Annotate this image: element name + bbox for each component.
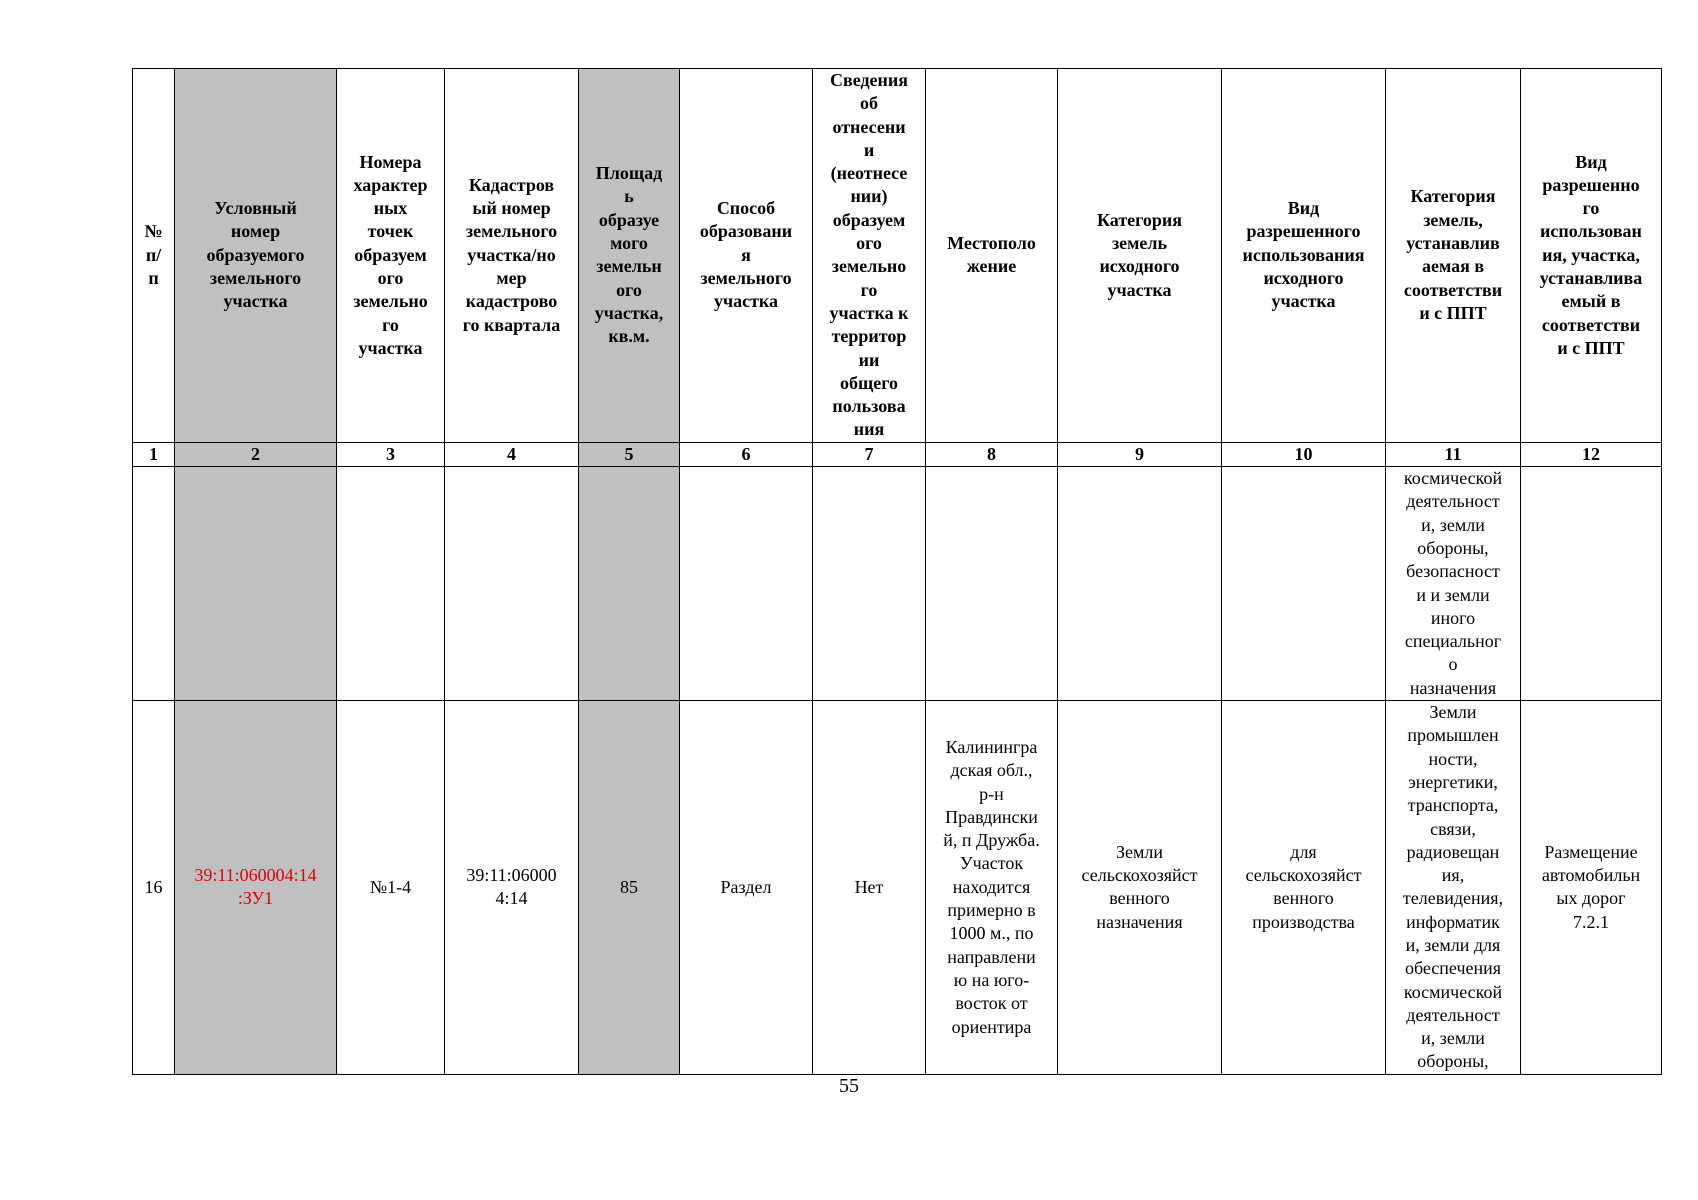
column-number: 8 — [926, 442, 1058, 466]
column-number: 12 — [1521, 442, 1662, 466]
table-cell — [1521, 467, 1662, 701]
header-row — [133, 69, 1662, 443]
ppt-use-cell: Размещение автомобильн ых дорог 7.2.1 — [1521, 701, 1662, 1075]
conditional-number-cell: 39:11:060004:14 :ЗУ1 — [175, 701, 337, 1075]
cadastral-cell: 39:11:06000 4:14 — [445, 701, 579, 1075]
column-number: 9 — [1058, 442, 1222, 466]
column-number: 1 — [133, 442, 175, 466]
header-cell-source-category: Категория земель исходного участка — [1058, 69, 1222, 443]
table-cell — [926, 467, 1058, 701]
header-cell-conditional-number: Условный номер образуемого земельного участка — [175, 69, 337, 443]
table-cell — [579, 467, 680, 701]
column-number: 10 — [1222, 442, 1386, 466]
column-number-row — [133, 442, 1662, 466]
header-cell-ppt-category: Категория земель, устанавлив аемая в соответстви и с ППТ — [1386, 69, 1521, 443]
header-cell-number: № п/ п — [133, 69, 175, 443]
header-cell-ppt-use: Вид разрешенно го использован ия, участка, устанавлива емый в соответстви и с ППТ — [1521, 69, 1662, 443]
public-use-cell: Нет — [813, 701, 926, 1075]
source-category-cell: Земли сельскохозяйст венного назначения — [1058, 701, 1222, 1075]
header-cell-public-use: Сведения об отнесени и (неотнесе нии) образуем ого земельно го участка к территор ии общего пользова ния — [813, 69, 926, 443]
table-cell — [1222, 467, 1386, 701]
table-cell — [813, 467, 926, 701]
table-cell — [445, 467, 579, 701]
table-cell — [175, 467, 337, 701]
table-cell — [680, 467, 813, 701]
area-cell: 85 — [579, 701, 680, 1075]
header-cell-location: Местополо жение — [926, 69, 1058, 443]
row-number: 16 — [133, 701, 175, 1075]
points-cell: №1-4 — [337, 701, 445, 1075]
column-number: 3 — [337, 442, 445, 466]
table-row-continuation — [133, 467, 1662, 701]
location-cell: Калинингра дская обл., р-н Правдински й, п Дружба. Участок находится примерно в 1000 м., по направлени ю на юго- восток от ориентира — [926, 701, 1058, 1075]
header-cell-source-use: Вид разрешенного использования исходного участка — [1222, 69, 1386, 443]
column-number: 4 — [445, 442, 579, 466]
source-use-cell: для сельскохозяйст венного производства — [1222, 701, 1386, 1075]
column-number: 11 — [1386, 442, 1521, 466]
continuation-ppt-category: космической деятельност и, земли обороны, безопасност и и земли иного специальног о назначения — [1386, 467, 1521, 701]
header-cell-method: Способ образовани я земельного участка — [680, 69, 813, 443]
land-plots-table — [132, 68, 1662, 1075]
method-cell: Раздел — [680, 701, 813, 1075]
column-number: 6 — [680, 442, 813, 466]
table-cell — [337, 467, 445, 701]
column-number: 7 — [813, 442, 926, 466]
header-cell-cadastral: Кадастров ый номер земельного участка/но мер кадастрово го квартала — [445, 69, 579, 443]
header-cell-points: Номера характер ных точек образуем ого земельно го участка — [337, 69, 445, 443]
column-number: 5 — [579, 442, 680, 466]
header-cell-area: Площад ь образуе мого земельн ого участка, кв.м. — [579, 69, 680, 443]
table-row — [133, 701, 1662, 1075]
table-cell — [1058, 467, 1222, 701]
page-number: 55 — [839, 1075, 859, 1097]
table-cell — [133, 467, 175, 701]
ppt-category-cell: Земли промышлен ности, энергетики, транспорта, связи, радиовещан ия, телевидения, информатик и, земли для обеспечения космической деятельност и, земли обороны, — [1386, 701, 1521, 1075]
column-number: 2 — [175, 442, 337, 466]
